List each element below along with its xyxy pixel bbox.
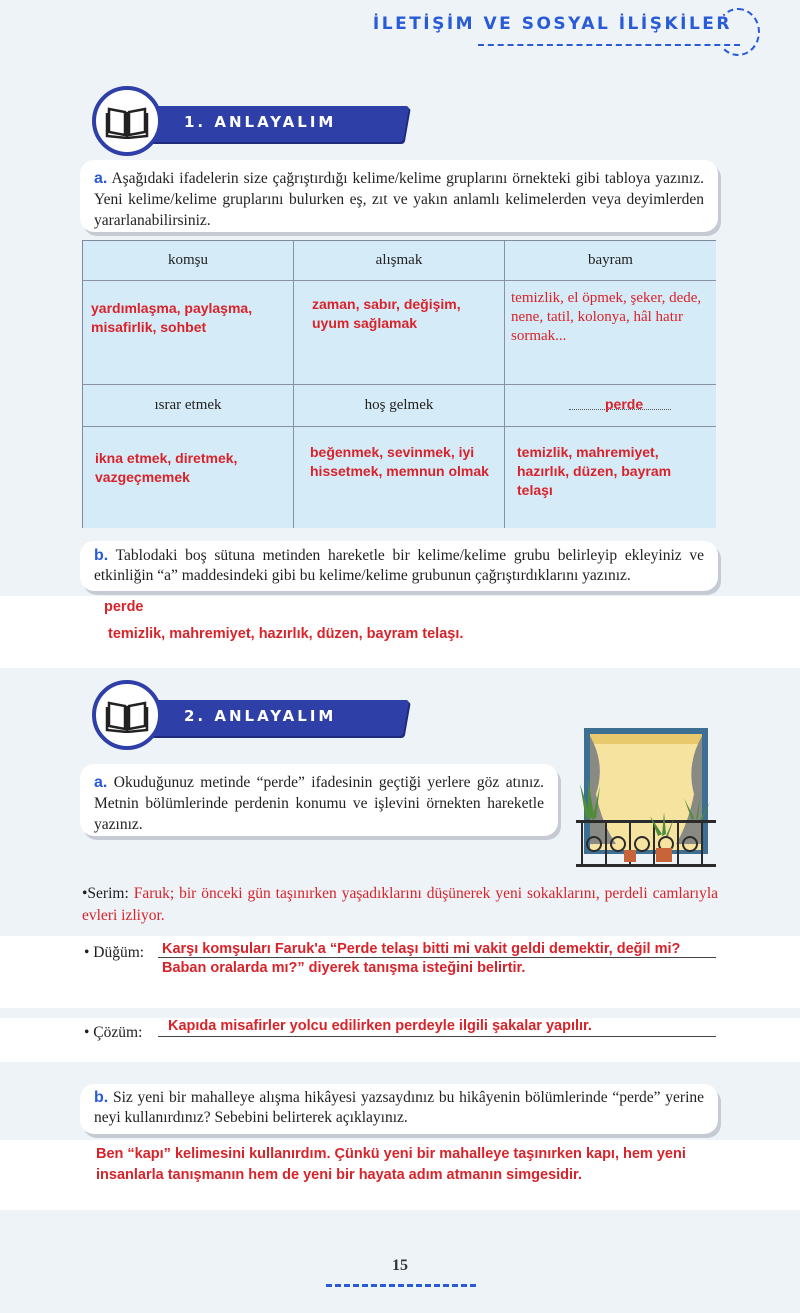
cozum-label: • Çözüm: [84,1024,143,1041]
section-1b-instruction [80,541,718,591]
answer-underline [158,1036,716,1037]
serim-row [82,883,718,927]
serim-text: Faruk; bir önceki gün taşınırken yaşadıklarını düşünerek yeni sokaklarını, perdeli camlarıyla evleri izliyor. [82,885,719,924]
association-table [82,240,716,528]
footer-dashed-line [326,1284,476,1287]
section-1a-instruction [80,160,718,232]
table-answer-cell [505,281,716,385]
table-answer-cell [83,281,294,385]
header-dashed-line [478,44,740,46]
table-answer-cell [294,427,505,528]
table-header-cell: alışmak [294,241,505,281]
open-book-icon [92,86,162,156]
table-answer-cell [83,427,294,528]
part-letter: a. [94,774,108,791]
table-header-cell: komşu [83,241,294,281]
header-curl-decoration [716,8,760,56]
table-answer-text: temizlik, el öpmek, şeker, dede, nene, tatil, kolonya, hâl hatır sormak... [511,290,702,344]
section-2-title: 2. ANLAYALIM [184,707,337,725]
instruction-text: Tablodaki boş sütuna metinden hareketle bir kelime/kelime grubu belirleyip ekleyiniz ve etkinliğin “a” maddesindeki gibi bu kelime/kelime grubunun çağrıştırdıklarını yazınız. [94,547,704,584]
table-header-cell: hoş gelmek [294,385,505,427]
section-2a-instruction [80,764,558,836]
table-answer-text: yardımlaşma, paylaşma, misafirlik, sohbet [91,300,253,335]
part-letter: b. [94,547,109,564]
table-answer-text: temizlik, mahremiyet, hazırlık, düzen, bayram telaşı [517,444,672,498]
cozum-answer: Kapıda misafirler yolcu edilirken perdeyle ilgili şakalar yapılır. [168,1018,592,1034]
serim-label: •Serim: [82,885,129,902]
instruction-text: Siz yeni bir mahalleye alışma hikâyesi yazsaydınız bu hikâyenin bölümlerinde “perde” yerine neyi kullanırdınız? Sebebini belirterek açıklayınız. [94,1089,704,1126]
part-letter: a. [94,170,108,187]
table-answer-cell [505,427,716,528]
part-letter: b. [94,1089,109,1106]
section-1-banner [84,100,424,146]
table-header-cell-filled [505,385,716,427]
answer-word: perde [104,599,144,615]
dugum-answer-line-2: Baban oralarda mı?” diyerek tanışma isteğini belirtir. [162,960,526,976]
section-1-title: 1. ANLAYALIM [184,113,337,131]
table-header-cell: ısrar etmek [83,385,294,427]
answer-line-1: Ben “kapı” kelimesini kullanırdım. Çünkü yeni bir mahalleye taşınırken kapı, hem yeni [96,1146,686,1162]
table-answer-text: zaman, sabır, değişim, uyum sağlamak [312,296,461,331]
answer-line-2: insanlarla tanışmanın hem de yeni bir hayata adım atmanın simgesidir. [96,1167,582,1183]
section-2-banner [84,694,424,740]
dugum-answer-line-1: Karşı komşuları Faruk'a “Perde telaşı bitti mi vakit geldi demektir, değil mi? [162,941,681,957]
filled-header-word: perde [605,396,644,412]
table-answer-cell [294,281,505,385]
instruction-text: Okuduğunuz metinde “perde” ifadesinin geçtiği yerlere göz atınız. Metnin bölümlerinde perdenin konumu ve işlevini örnekten hareketle yazınız. [94,774,545,833]
answer-line: temizlik, mahremiyet, hazırlık, düzen, bayram telaşı. [108,626,464,642]
table-header-cell: bayram [505,241,716,281]
chapter-title: İLETİŞİM VE SOSYAL İLİŞKİLER [372,14,732,34]
open-book-icon [92,680,162,750]
window-illustration [566,724,716,874]
table-answer-text: beğenmek, sevinmek, iyi hissetmek, memnun olmak [310,444,489,479]
dugum-label: • Düğüm: [84,944,145,961]
section-2b-instruction [80,1084,718,1134]
instruction-text: Aşağıdaki ifadelerin size çağrıştırdığı kelime/kelime gruplarını örnekteki gibi tabloya yazınız. Yeni kelime/kelime gruplarını bulurken eş, zıt ve yakın anlamlı kelimelerden veya deyimlerden yararlanabilirsiniz. [94,170,704,229]
answer-underline [158,957,716,958]
page-number: 15 [392,1257,408,1274]
table-answer-text: ikna etmek, diretmek, vazgeçmemek [95,450,238,485]
